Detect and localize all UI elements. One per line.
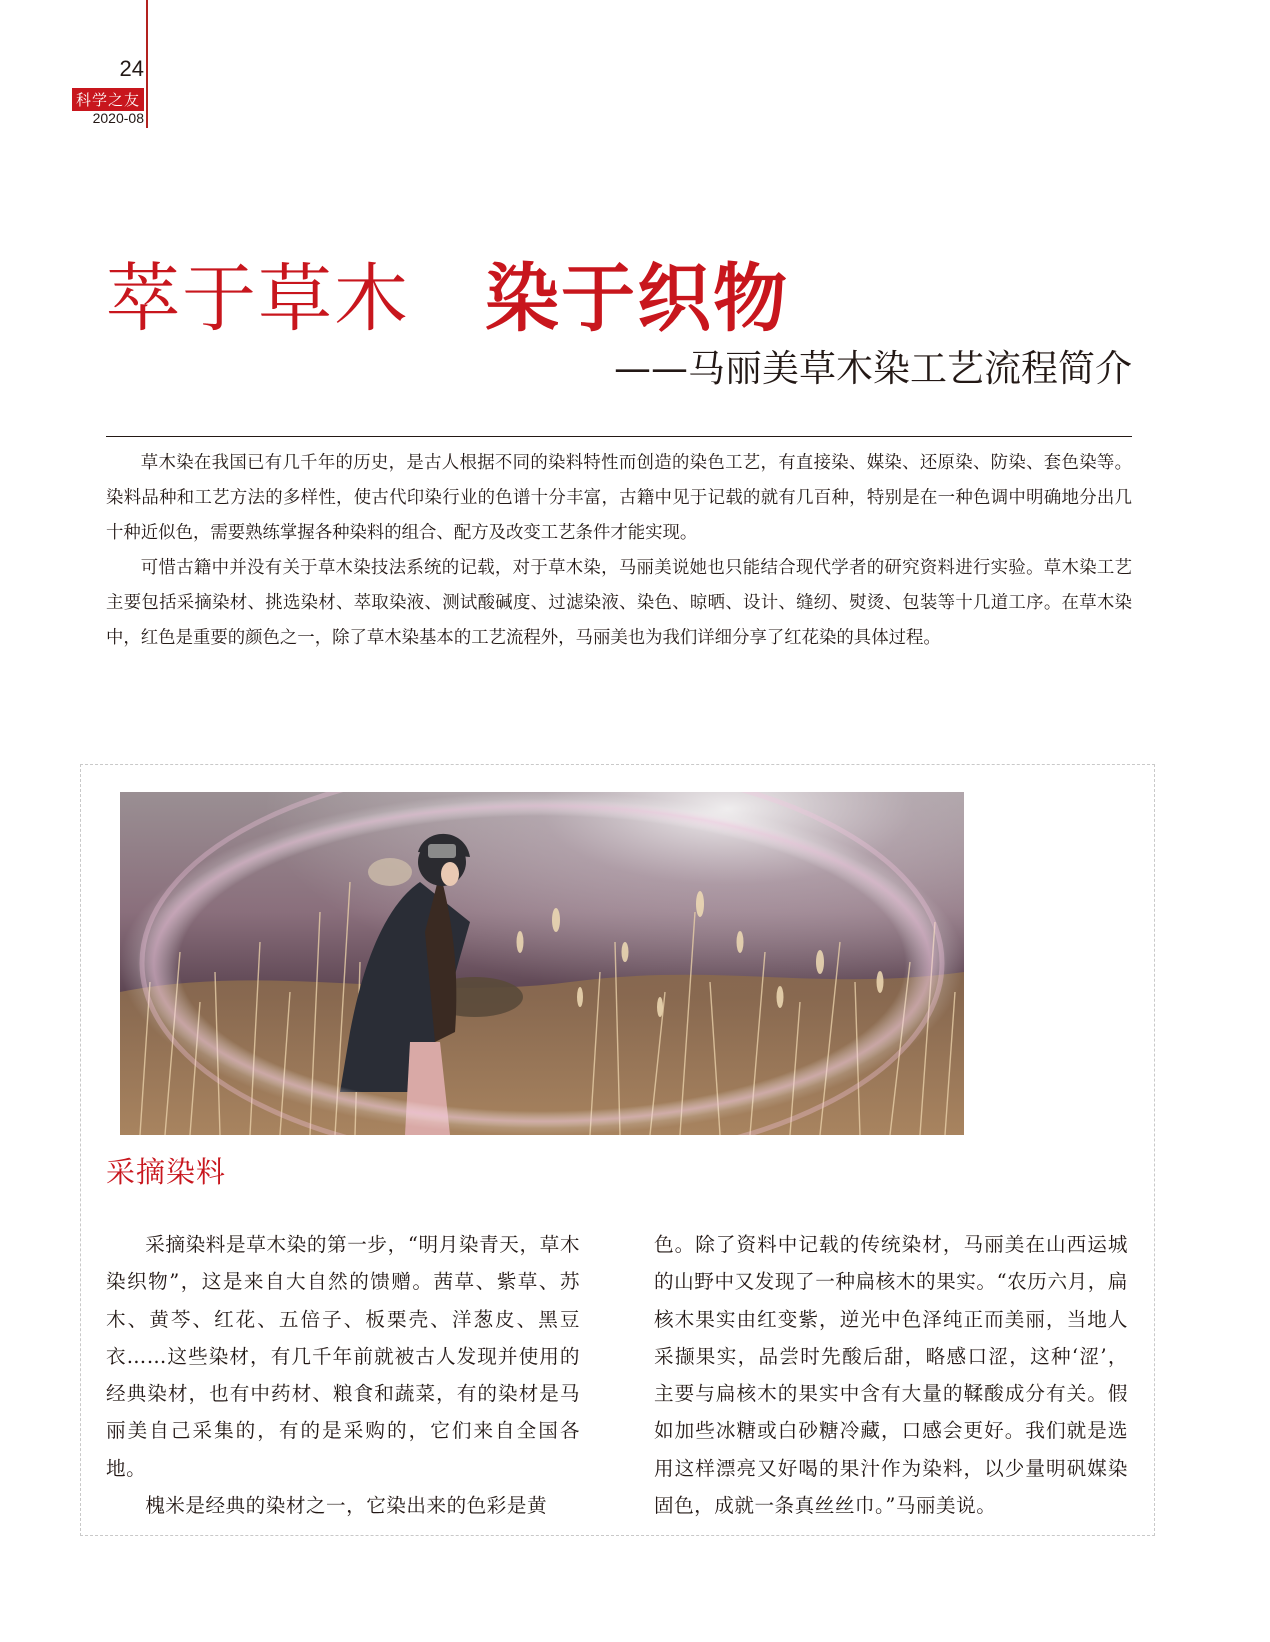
intro-paragraph: 草木染在我国已有几千年的历史，是古人根据不同的染料特性而创造的染色工艺，有直接染、媒染、还原染、防染、套色染等。染料品种和工艺方法的多样性，使古代印染行业的色谱十分丰富，古籍中见于记载的就有几百种，特别是在一种色调中明确地分出几十种近似色，需要熟练掌握各种染料的组合、配方及改变工艺条件才能实现。 <box>106 453 1132 543</box>
intro-text <box>106 446 1132 656</box>
article-subtitle: ——马丽美草木染工艺流程简介 <box>614 347 1132 390</box>
title-part-one: 萃于草木 <box>106 256 410 342</box>
body-column-right <box>654 1226 1128 1524</box>
section-heading: 采摘染料 <box>106 1155 227 1189</box>
body-paragraph: 槐米是经典的染材之一，它染出来的色彩是黄 <box>145 1494 548 1518</box>
header-vertical-rule <box>146 0 148 128</box>
body-paragraph: 色。除了资料中记载的传统染材，马丽美在山西运城的山野中又发现了一种扁核木的果实。“农历六月，扁核木果实由红变紫，逆光中色泽纯正而美丽，当地人采撷果实，品尝时先酸后甜，略感口涩，这种‘涩’，主要与扁核木的果实中含有大量的鞣酸成分有关。假如加些冰糖或白砂糖冷藏，口感会更好。我们就是选用这样漂亮又好喝的果汁作为染料，以少量明矾媒染固色，成就一条真丝丝巾。”马丽美说。 <box>654 1233 1128 1518</box>
issue-date: 2020-08 <box>92 110 144 126</box>
body-paragraph: 采摘染料是草木染的第一步，“明月染青天，草木染织物”，这是来自大自然的馈赠。茜草、紫草、苏木、黄芩、红花、五倍子、板栗壳、洋葱皮、黑豆衣……这些染材，有几千年前就被古人发现并使用的经典染材，也有中药材、粮食和蔬菜，有的染材是马丽美自己采集的，有的是采购的，它们来自全国各地。 <box>106 1233 580 1480</box>
title-part-two: 染于织物 <box>485 256 789 342</box>
article-photo <box>120 792 964 1135</box>
body-column-left <box>106 1226 580 1524</box>
title-divider <box>106 436 1132 437</box>
page-number: 24 <box>119 56 144 81</box>
intro-paragraph: 可惜古籍中并没有关于草木染技法系统的记载，对于草木染，马丽美说她也只能结合现代学者的研究资料进行实验。草木染工艺主要包括采摘染材、挑选染材、萃取染液、测试酸碱度、过滤染液、染色、晾晒、设计、缝纫、熨烫、包装等十几道工序。在草木染中，红色是重要的颜色之一，除了草木染基本的工艺流程外，马丽美也为我们详细分享了红花染的具体过程。 <box>106 558 1132 648</box>
magazine-name-badge: 科学之友 <box>72 88 144 111</box>
